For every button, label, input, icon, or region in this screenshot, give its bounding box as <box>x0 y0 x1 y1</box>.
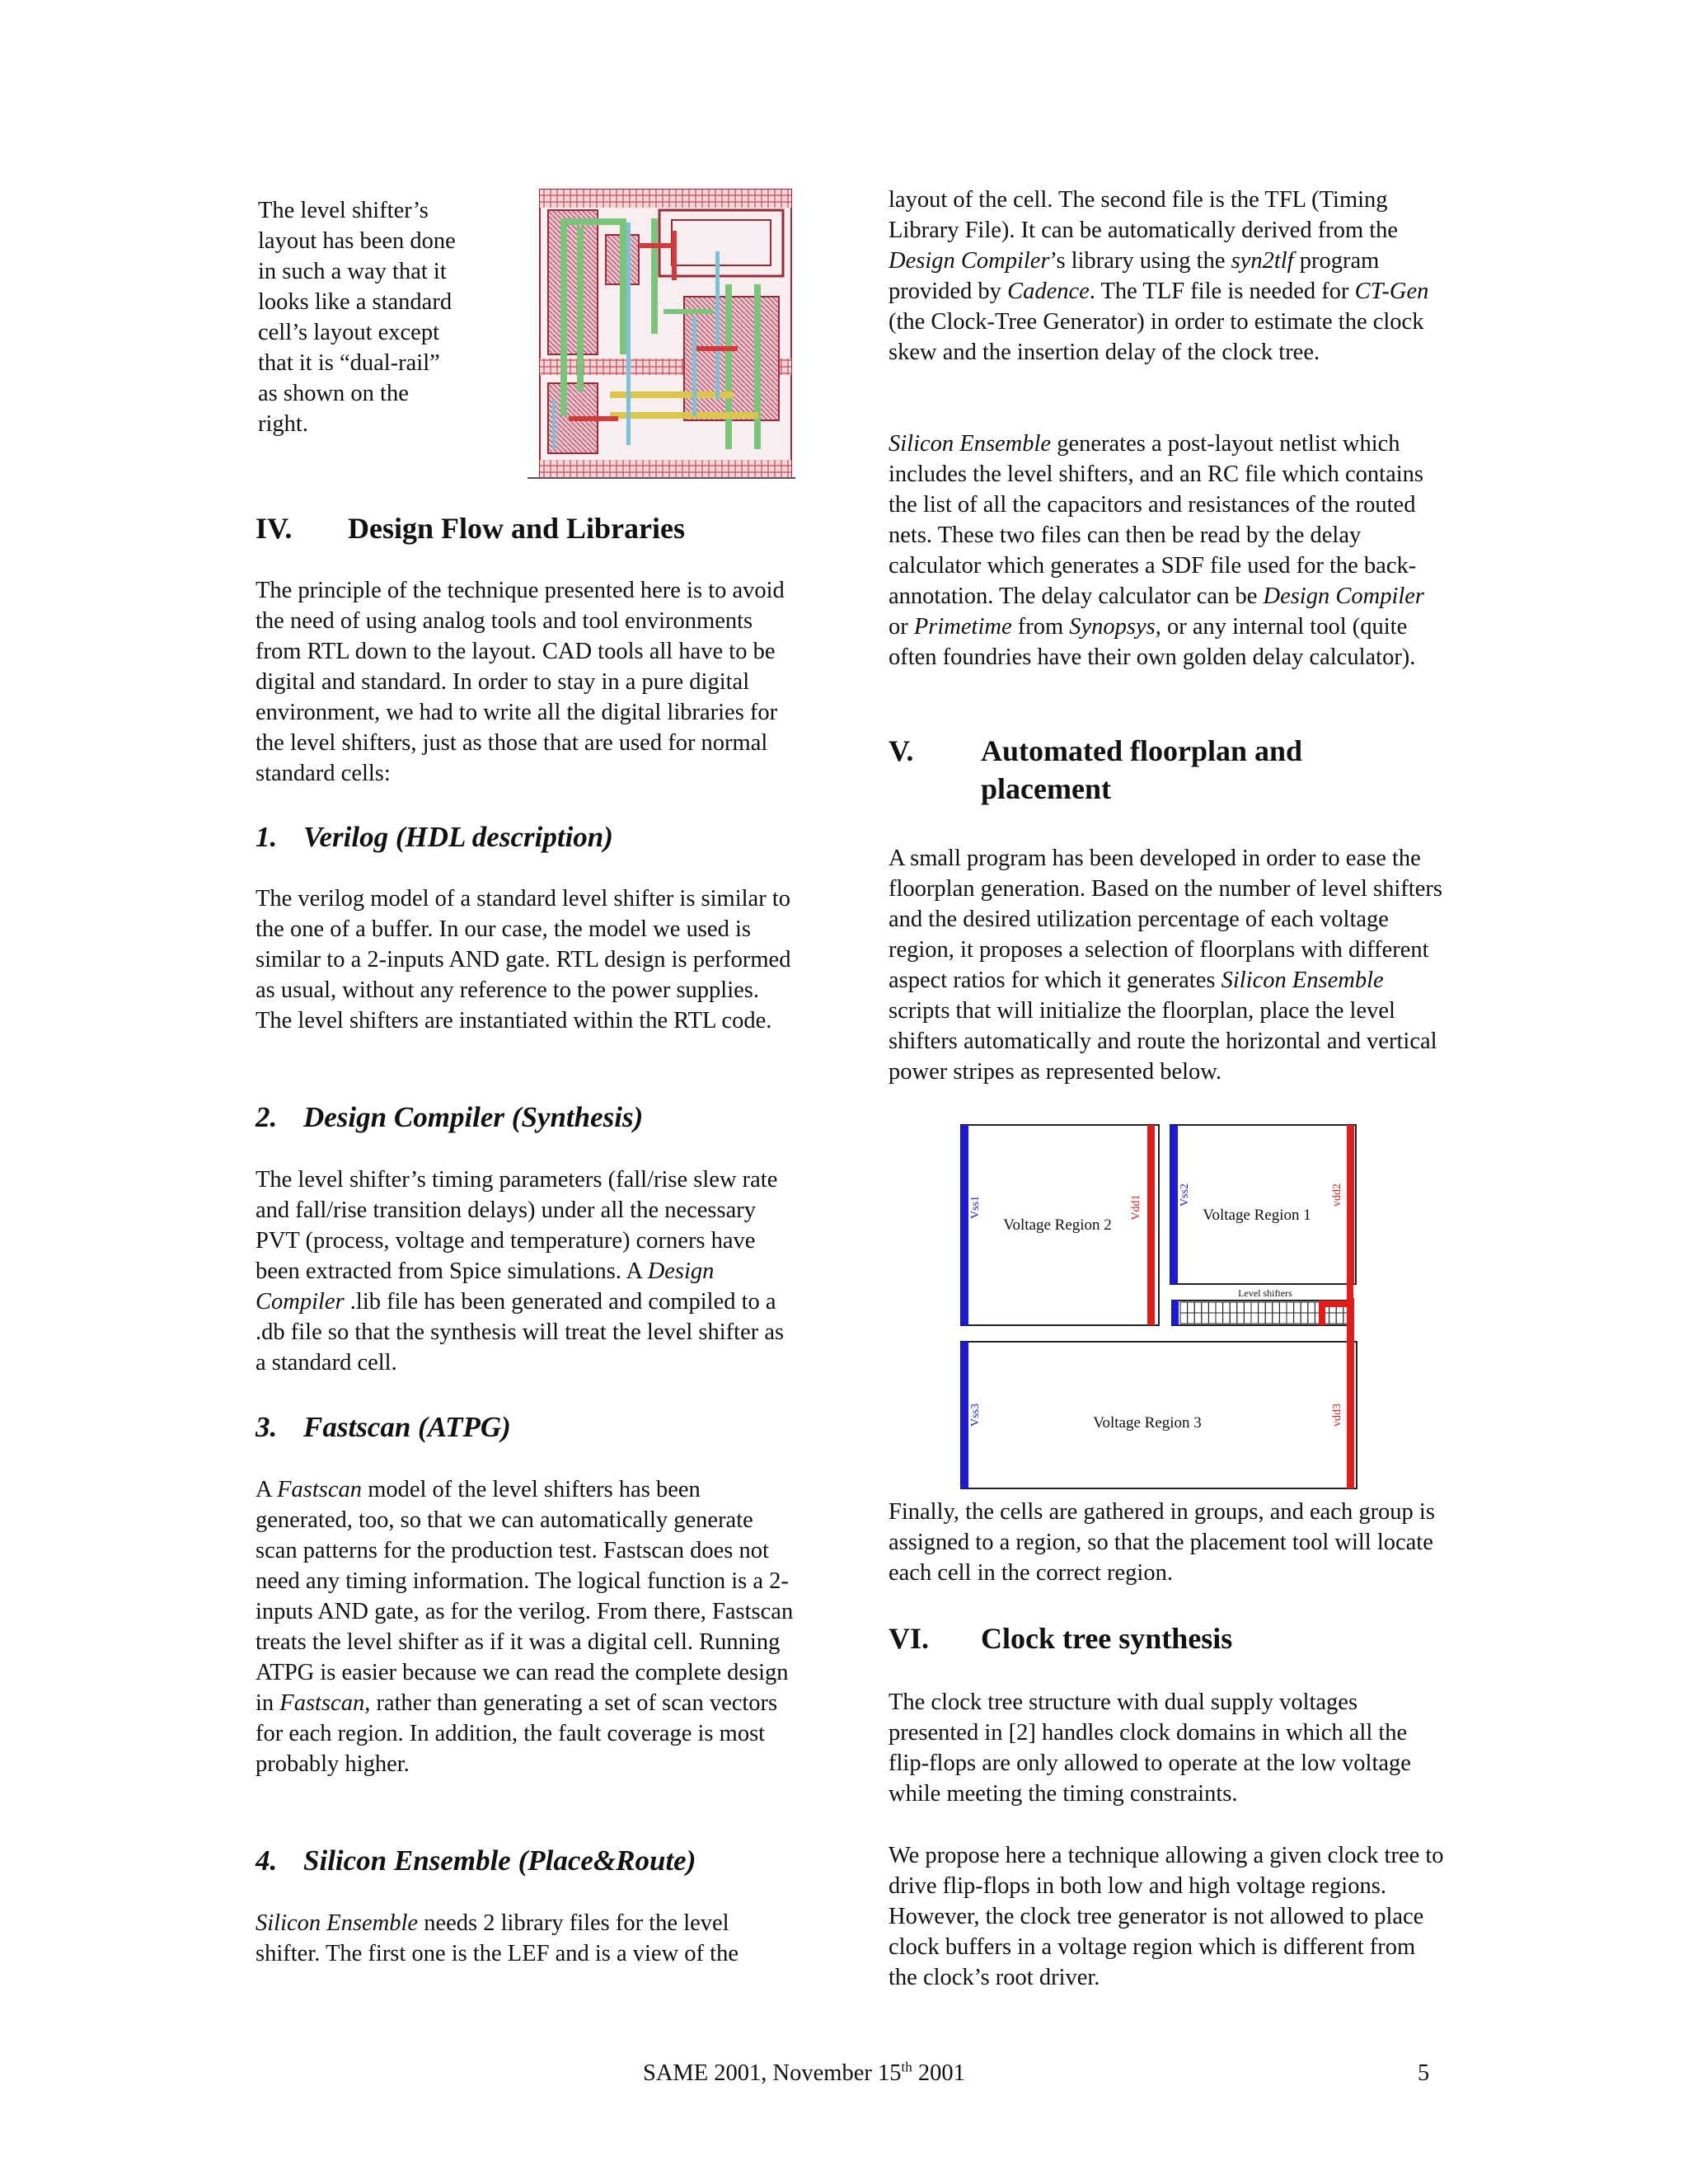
section-number: V. <box>889 734 914 767</box>
level-shifter-vss-rail <box>1172 1301 1179 1325</box>
vdd1-label: Vdd1 <box>1130 1194 1142 1221</box>
intro-line: as shown on the <box>258 381 409 406</box>
footer-conference: SAME 2001, November 15th 2001 <box>643 2059 965 2086</box>
paragraph-sdf: Silicon Ensemble generates a post-layout netlist which includes the level shifters, and an RC file which contains the list of all the capacitors and resistances of the routed nets. These two files can then be read by the delay calculator which generates a SDF file used for the back-annotation. The delay calculator can be Design Compiler or Primetime from Synopsys, or any internal tool (quite often foundries have their own golden delay calculator). <box>889 431 1425 670</box>
italic-term: Silicon Ensemble <box>256 1910 419 1936</box>
vdd1-rail <box>1147 1125 1155 1325</box>
voltage-region-1-label: Voltage Region 1 <box>1203 1207 1311 1224</box>
italic-term: Fastscan <box>277 1477 363 1502</box>
subsection-silicon-ensemble-heading <box>256 1843 696 1879</box>
subsection-fastscan-heading <box>256 1409 511 1446</box>
floorplan-diagram <box>956 1121 1368 1492</box>
intro-line: right. <box>258 411 308 437</box>
subsection-title: Fastscan (ATPG) <box>303 1411 511 1443</box>
paragraph-silicon-ensemble: Silicon Ensemble needs 2 library files for the level shifter. The first one is the LEF and is a view of the <box>256 1910 738 1966</box>
vdd3-rail <box>1347 1298 1354 1488</box>
vss3-rail <box>961 1342 968 1488</box>
subsection-number: 1. <box>256 821 278 853</box>
subsection-design-compiler-heading <box>256 1099 643 1136</box>
voltage-region-2-label: Voltage Region 2 <box>1003 1216 1112 1234</box>
vss1-label: Vss1 <box>969 1195 982 1220</box>
vss3-label: Vss3 <box>969 1403 982 1427</box>
section-number: VI. <box>889 1622 930 1655</box>
paragraph-principle: The principle of the technique presented here is to avoid the need of using analog tools and tool environments from RTL down to the layout. CAD tools all have to be digital and standard. In order to stay in a pure digital environment, we had to write all the digital libraries for the level shifters, just as those that are used for normal standard cells: <box>256 578 785 786</box>
subsection-verilog-heading <box>256 819 613 855</box>
subsection-title: Verilog (HDL description) <box>303 821 613 853</box>
subsection-number: 4. <box>256 1844 278 1877</box>
intro-line: layout has been done <box>258 228 456 254</box>
paragraph-clock-tree-2: We propose here a technique allowing a given clock tree to drive flip-flops in both low and high voltage regions. However, the clock tree generator is not allowed to place clock buffers in a voltage region which is different from the clock’s root driver. <box>889 1843 1444 1990</box>
intro-paragraph <box>258 195 505 439</box>
section-v-heading <box>889 732 1449 808</box>
paragraph-design-compiler: The level shifter’s timing parameters (fall/rise slew rate and fall/rise transition delays) under all the necessary PVT (process, voltage and temperature) corners have been extracted from Spice simulations. A Design Compiler .lib file has been generated and compiled to a .db file so that the synthesis will treat the level shifter as a standard cell. <box>256 1167 785 1376</box>
vdd2-label: vdd2 <box>1331 1183 1343 1207</box>
vss2-rail <box>1170 1125 1178 1284</box>
paragraph-floorplan: A small program has been developed in order to ease the floorplan generation. Based on the number of level shifters and the desired utilization percentage of each voltage region, it proposes a selection of floorplans with different aspect ratios for which it generates Silicon Ensemble scripts that will initialize the floorplan, place the level shifters automatically and route the horizontal and vertical power stripes as represented below. <box>889 846 1442 1085</box>
section-title: Design Flow and Libraries <box>348 512 686 545</box>
section-title: Clock tree synthesis <box>981 1622 1233 1655</box>
vdd3-label: vdd3 <box>1331 1404 1343 1427</box>
intro-line: in such a way that it <box>258 259 447 284</box>
section-number: IV. <box>256 512 293 545</box>
vss2-label: Vss2 <box>1179 1183 1191 1207</box>
paragraph-fastscan: A Fastscan model of the level shifters has been generated, too, so that we can automatically generate scan patterns for the production test. Fastscan does not need any timing information. The logical function is a 2-inputs AND gate, as for the verilog. From there, Fastscan treats the level shifter as if it was a digital cell. Running ATPG is easier because we can read the complete design in Fastscan, rather than generating a set of scan vectors for each region. In addition, the fault coverage is most probably higher. <box>256 1477 794 1777</box>
voltage-region-3-label: Voltage Region 3 <box>1093 1414 1202 1432</box>
intro-line: The level shifter’s <box>258 198 429 223</box>
level-shifter-layout-figure <box>528 185 799 482</box>
intro-line: cell’s layout except <box>258 320 439 345</box>
paragraph-tlf: layout of the cell. The second file is the TFL (Timing Library File). It can be automatically derived from the Design Compiler’s library using the syn2tlf program provided by Cadence. The TLF file is needed for CT-Gen (the Clock-Tree Generator) in order to estimate the clock skew and the insertion delay of the clock tree. <box>889 187 1429 365</box>
subsection-number: 2. <box>256 1101 278 1133</box>
subsection-title: Design Compiler (Synthesis) <box>303 1101 644 1133</box>
paragraph-clock-tree-1: The clock tree structure with dual supply voltages presented in [2] handles clock domains in which all the flip-flops are only allowed to operate at the low voltage while meeting the timing constraints. <box>889 1690 1411 1807</box>
paragraph-verilog: The verilog model of a standard level shifter is similar to the one of a buffer. In our case, the model we used is similar to a 2-inputs AND gate. RTL design is performed as usual, without any reference to the power supplies. The level shifters are instantiated within the RTL code. <box>256 886 791 1033</box>
vss1-rail <box>961 1125 968 1325</box>
italic-term: Fastscan <box>279 1690 365 1716</box>
voltage-region-1-box <box>1170 1125 1356 1284</box>
page-number: 5 <box>1418 2060 1430 2086</box>
subsection-number: 3. <box>256 1411 278 1443</box>
level-shifters-label: Level shifters <box>1238 1287 1292 1299</box>
intro-line: that it is “dual-rail” <box>258 350 440 376</box>
italic-term: Design Compiler <box>256 1258 715 1315</box>
section-title: Automated floorplan and placement <box>981 734 1303 805</box>
paragraph-groups: Finally, the cells are gathered in groups, and each group is assigned to a region, so that the placement tool will locate each cell in the correct region. <box>889 1499 1435 1586</box>
subsection-title: Silicon Ensemble (Place&Route) <box>303 1844 696 1877</box>
vdd2-rail <box>1347 1125 1354 1284</box>
intro-line: looks like a standard <box>258 289 452 315</box>
